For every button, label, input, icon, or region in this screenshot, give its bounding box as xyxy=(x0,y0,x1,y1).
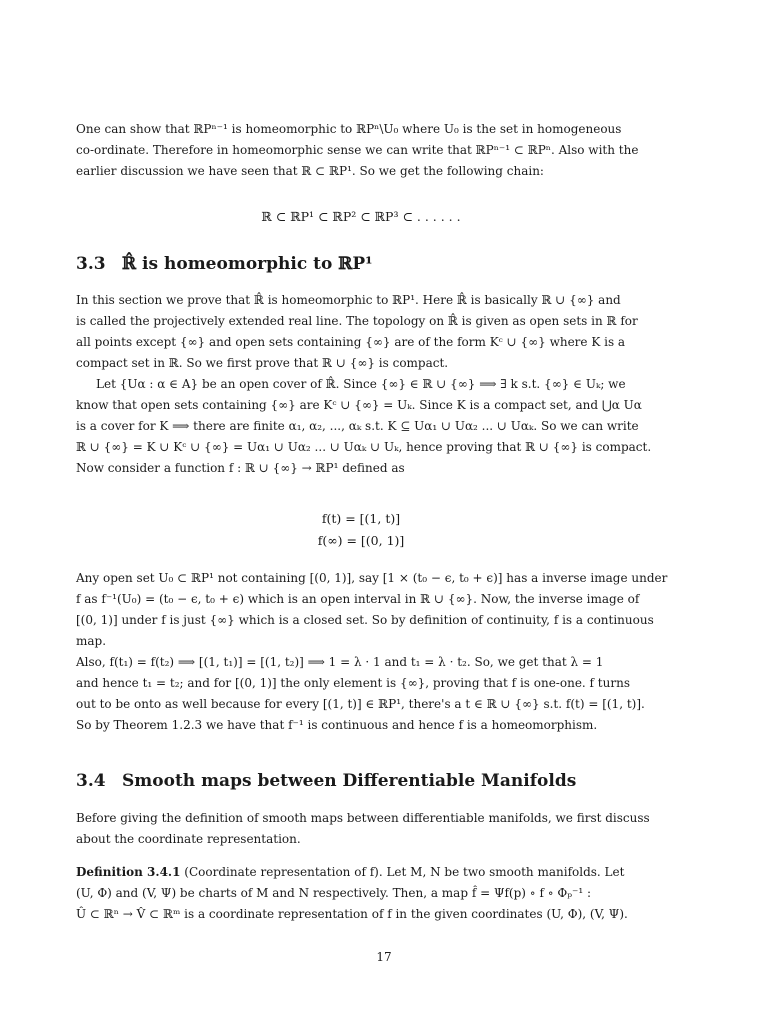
text-line: earlier discussion we have seen that ℝ ⊂ ℝP¹. So we get the following chain: xyxy=(76,164,544,178)
text-line: all points except {∞} and open sets containing {∞} are of the form Kᶜ ∪ {∞} where K is a xyxy=(76,335,626,349)
inclusion-chain-equation: ℝ ⊂ ℝP¹ ⊂ ℝP² ⊂ ℝP³ ⊂ . . . . . . xyxy=(261,209,461,224)
text-line: is a cover for K ⟹ there are finite α₁, α₂, ..., αₖ s.t. K ⊆ Uα₁ ∪ Uα₂ ... ∪ Uαₖ. So we can write xyxy=(76,419,639,433)
text-line: Before giving the definition of smooth maps between differentiable manifolds, we first discuss xyxy=(76,811,650,825)
text-line: out to be onto as well because for every [(1, t)] ∈ ℝP¹, there's a t ∈ ℝ ∪ {∞} s.t. f(t) = [(1, t)]. xyxy=(76,697,645,711)
text-line: So by Theorem 1.2.3 we have that f⁻¹ is continuous and hence f is a homeomorphism. xyxy=(76,718,598,732)
intro-paragraph xyxy=(76,119,646,182)
section-3-3-paragraph-4 xyxy=(76,652,646,736)
text-line: Now consider a function f : ℝ ∪ {∞} → ℝP¹ defined as xyxy=(76,461,405,475)
text-line: (U, Φ) and (V, Ψ) be charts of M and N respectively. Then, a map f̂ = Ψf(p) ∘ f ∘ Φₚ⁻¹ : xyxy=(76,886,592,900)
section-3-3-paragraph-1 xyxy=(76,290,646,374)
function-definition-equation xyxy=(76,508,646,552)
equation-line: f(∞) = [(0, 1)] xyxy=(317,533,405,548)
section-3-4-paragraph-1 xyxy=(76,808,650,850)
text-line: ℝ ∪ {∞} = K ∪ Kᶜ ∪ {∞} = Uα₁ ∪ Uα₂ ... ∪ Uαₖ ∪ Uₖ, hence proving that ℝ ∪ {∞} is compact. xyxy=(76,440,652,454)
text-line: Û ⊂ ℝⁿ → V̂ ⊂ ℝᵐ is a coordinate representation of f in the given coordinates (U, Φ), (V, Ψ). xyxy=(76,907,628,921)
section-3-3-heading xyxy=(76,254,373,274)
text-line: [(0, 1)] under f is just {∞} which is a closed set. So by definition of continuity, f is a continuous xyxy=(76,613,654,627)
definition-text: (Coordinate representation of f). Let M, N be two smooth manifolds. Let xyxy=(180,865,625,879)
text-line: Also, f(t₁) = f(t₂) ⟹ [(1, t₁)] = [(1, t₂)] ⟹ 1 = λ · 1 and t₁ = λ · t₂. So, we get that λ = 1 xyxy=(76,655,604,669)
text-line: One can show that ℝPⁿ⁻¹ is homeomorphic to ℝPⁿ\U₀ where U₀ is the set in homogeneous xyxy=(76,122,622,136)
text-line: map. xyxy=(76,634,107,648)
text-line: f as f⁻¹(U₀) = (t₀ − ϵ, t₀ + ϵ) which is an open interval in ℝ ∪ {∞}. Now, the inverse image of xyxy=(76,592,640,606)
text-line: Let {Uα : α ∈ A} be an open cover of ℝ̂. Since {∞} ∈ ℝ ∪ {∞} ⟹ ∃ k s.t. {∞} ∈ Uₖ; we xyxy=(96,377,626,391)
text-line xyxy=(76,862,646,883)
section-number: 3.4 xyxy=(76,771,106,791)
definition-3-4-1 xyxy=(76,862,646,925)
text-line: compact set in ℝ. So we first prove that ℝ ∪ {∞} is compact. xyxy=(76,356,449,370)
text-line: co-ordinate. Therefore in homeomorphic sense we can write that ℝPⁿ⁻¹ ⊂ ℝPⁿ. Also with the xyxy=(76,143,639,157)
definition-label: Definition 3.4.1 xyxy=(76,865,181,879)
page-number: 17 xyxy=(376,950,392,964)
text-line: about the coordinate representation. xyxy=(76,832,301,846)
section-3-3-paragraph-2 xyxy=(76,374,652,479)
text-line: and hence t₁ = t₂; and for [(0, 1)] the only element is {∞}, proving that f is one-one. f turns xyxy=(76,676,630,690)
section-3-4-heading xyxy=(76,771,576,791)
section-number: 3.3 xyxy=(76,254,106,274)
text-line: In this section we prove that ℝ̂ is homeomorphic to ℝP¹. Here ℝ̂ is basically ℝ ∪ {∞} and xyxy=(76,293,621,307)
section-title: ℝ̂ is homeomorphic to ℝP¹ xyxy=(122,254,373,274)
section-3-3-paragraph-3 xyxy=(76,568,668,652)
section-title: Smooth maps between Differentiable Manifolds xyxy=(122,771,577,791)
text-line: know that open sets containing {∞} are Kᶜ ∪ {∞} = Uₖ. Since K is a compact set, and ⋃α Uα xyxy=(76,398,642,412)
equation-line: f(t) = [(1, t)] xyxy=(321,511,401,526)
text-line: Any open set U₀ ⊂ ℝP¹ not containing [(0, 1)], say [1 × (t₀ − ϵ, t₀ + ϵ)] has a inverse image under xyxy=(76,571,668,585)
text-line: is called the projectively extended real line. The topology on ℝ̂ is given as open sets in ℝ for xyxy=(76,314,638,328)
